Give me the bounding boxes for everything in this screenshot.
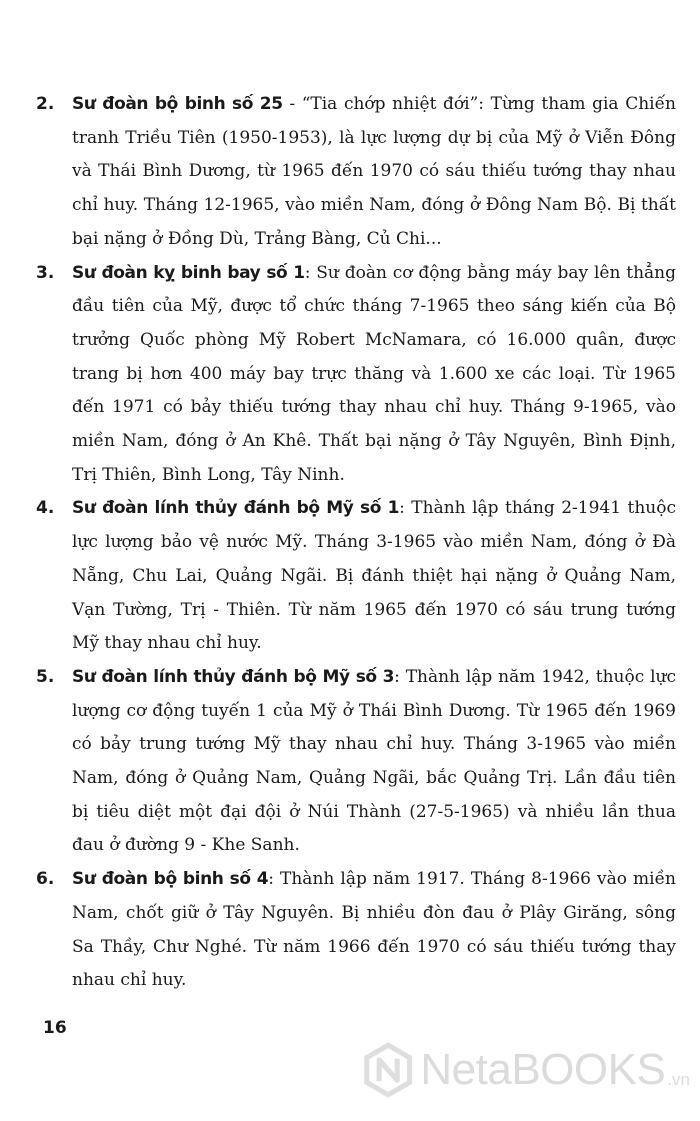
list-item bbox=[36, 863, 676, 998]
item-number: 5. bbox=[36, 666, 55, 687]
netabooks-logo-icon bbox=[360, 1035, 416, 1105]
list-item bbox=[36, 88, 676, 257]
watermark-text: NetaBOOKS bbox=[420, 1045, 666, 1094]
list-item bbox=[36, 661, 676, 863]
page-number: 16 bbox=[43, 1018, 67, 1038]
item-title: Sư đoàn lính thủy đánh bộ Mỹ số 3 bbox=[72, 666, 395, 687]
watermark-suffix: .vn bbox=[667, 1070, 690, 1089]
item-title: Sư đoàn kỵ binh bay số 1 bbox=[72, 262, 305, 283]
item-number: 4. bbox=[36, 498, 55, 519]
item-title: Sư đoàn lính thủy đánh bộ Mỹ số 1 bbox=[72, 498, 400, 519]
list-item bbox=[36, 257, 676, 493]
watermark bbox=[360, 1030, 690, 1110]
item-title: Sư đoàn bộ binh số 4 bbox=[72, 869, 269, 890]
item-text: - “Tia chớp nhiệt đới”: Từng tham gia Chiến tranh Triều Tiên (1950-1953), là lực lượng dự bị của Mỹ ở Viễn Đông và Thái Bình Dương, từ 1965 đến 1970 có sáu thiếu tướng thay nhau chỉ huy. Tháng 12-1965, vào miền Nam, đóng ở Đông Nam Bộ. Bị thất bại nặng ở Đồng Dù, Trảng Bàng, Củ Chi... bbox=[72, 94, 676, 249]
item-title: Sư đoàn bộ binh số 25 bbox=[72, 94, 283, 114]
item-number: 3. bbox=[36, 262, 55, 283]
item-text: : Thành lập năm 1917. Tháng 8-1966 vào miền Nam, chốt giữ ở Tây Nguyên. Bị nhiều đòn đau ở Plây Girăng, sông Sa Thầy, Chư Nghé. Từ năm 1966 đến 1970 có sáu thiếu tướng thay nhau chỉ huy. bbox=[72, 869, 676, 991]
division-list bbox=[36, 88, 676, 998]
item-text: : Thành lập tháng 2-1941 thuộc lực lượng bảo vệ nước Mỹ. Tháng 3-1965 vào miền Nam, đóng ở Đà Nẵng, Chu Lai, Quảng Ngãi. Bị đánh thiệt hại nặng ở Quảng Nam, Vạn Tường, Trị - Thiên. Từ năm 1965 đến 1970 có sáu trung tướng Mỹ thay nhau chỉ huy. bbox=[72, 498, 677, 654]
list-item bbox=[36, 492, 676, 661]
item-text: : Sư đoàn cơ động bằng máy bay lên thẳng đầu tiên của Mỹ, được tổ chức tháng 7-1965 theo sáng kiến của Bộ trưởng Quốc phòng Mỹ Robert McNamara, có 16.000 quân, được trang bị hơn 400 máy bay trực thăng và 1.600 xe các loại. Từ 1965 đến 1971 có bảy thiếu tướng thay nhau chỉ huy. Tháng 9-1965, vào miền Nam, đóng ở An Khê. Thất bại nặng ở Tây Nguyên, Bình Định, Trị Thiên, Bình Long, Tây Ninh. bbox=[72, 262, 676, 485]
item-number: 6. bbox=[36, 869, 55, 890]
item-text: : Thành lập năm 1942, thuộc lực lượng cơ động tuyến 1 của Mỹ ở Thái Bình Dương. Từ 1965 đến 1969 có bảy trung tướng Mỹ thay nhau chỉ huy. Tháng 3-1965 vào miền Nam, đóng ở Quảng Nam, Quảng Ngãi, bắc Quảng Trị. Lần đầu tiên bị tiêu diệt một đại đội ở Núi Thành (27-5-1965) và nhiều lần thua đau ở đường 9 - Khe Sanh. bbox=[72, 666, 676, 856]
item-number: 2. bbox=[36, 94, 55, 114]
